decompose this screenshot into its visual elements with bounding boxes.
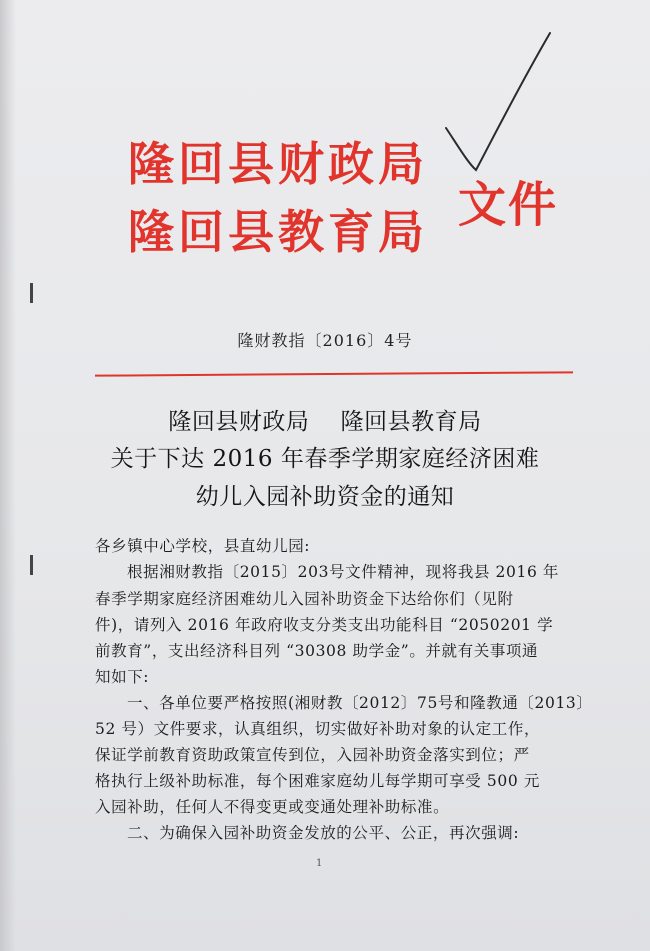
- body-line: 根据湘财教指〔2015〕203号文件精神，现将我县 2016 年: [127, 563, 560, 581]
- body-line: 保证学前教育资助政策宣传到位，入园补助资金落实到位；严: [95, 746, 530, 764]
- body-line: 知如下:: [95, 668, 150, 686]
- notice-title-line-2: 关于下达 2016 年春季学期家庭经济困难: [110, 446, 540, 472]
- issuing-org-finance: 隆回县财政局: [128, 137, 428, 191]
- salutation: 各乡镇中心学校，县直幼儿园:: [95, 537, 311, 555]
- notice-title-line-3: 幼儿入园补助资金的通知: [195, 484, 455, 510]
- binding-mark: [30, 283, 33, 303]
- body-line: 件)，请列入 2016 年政府收支分类支出功能科目 “2050201 学: [95, 616, 554, 634]
- binding-mark: [30, 555, 33, 575]
- document-number: 隆财教指〔2016〕4号: [237, 331, 413, 350]
- body-line: 格执行上级补助标准，每个困难家庭幼儿每学期可享受 500 元: [95, 772, 540, 790]
- notice-title-line-1: 隆回县财政局 隆回县教育局: [168, 409, 482, 435]
- checkmark-icon: [438, 28, 558, 178]
- document-type-label: 文件: [458, 177, 559, 233]
- body-line: 前教育”，支出经济科目列 “30308 助学金”。并就有关事项通: [95, 642, 539, 660]
- body-line: 入园补助，任何人不得变更或变通处理补助标准。: [95, 798, 450, 816]
- body-line: 一、各单位要严格按照(湘财教〔2012〕75号和隆教通〔2013〕: [127, 694, 593, 712]
- page-fold-shadow: [0, 0, 16, 951]
- issuing-org-education: 隆回县教育局: [128, 205, 428, 259]
- body-line: 春季学期家庭经济困难幼儿入园补助资金下达给你们（见附: [95, 590, 514, 608]
- page-number: 1: [316, 858, 323, 869]
- body-line: 52 号）文件要求，认真组织，切实做好补助对象的认定工作，: [95, 720, 541, 738]
- body-line: 二、为确保入园补助资金发放的公平、公正，再次强调:: [127, 824, 520, 842]
